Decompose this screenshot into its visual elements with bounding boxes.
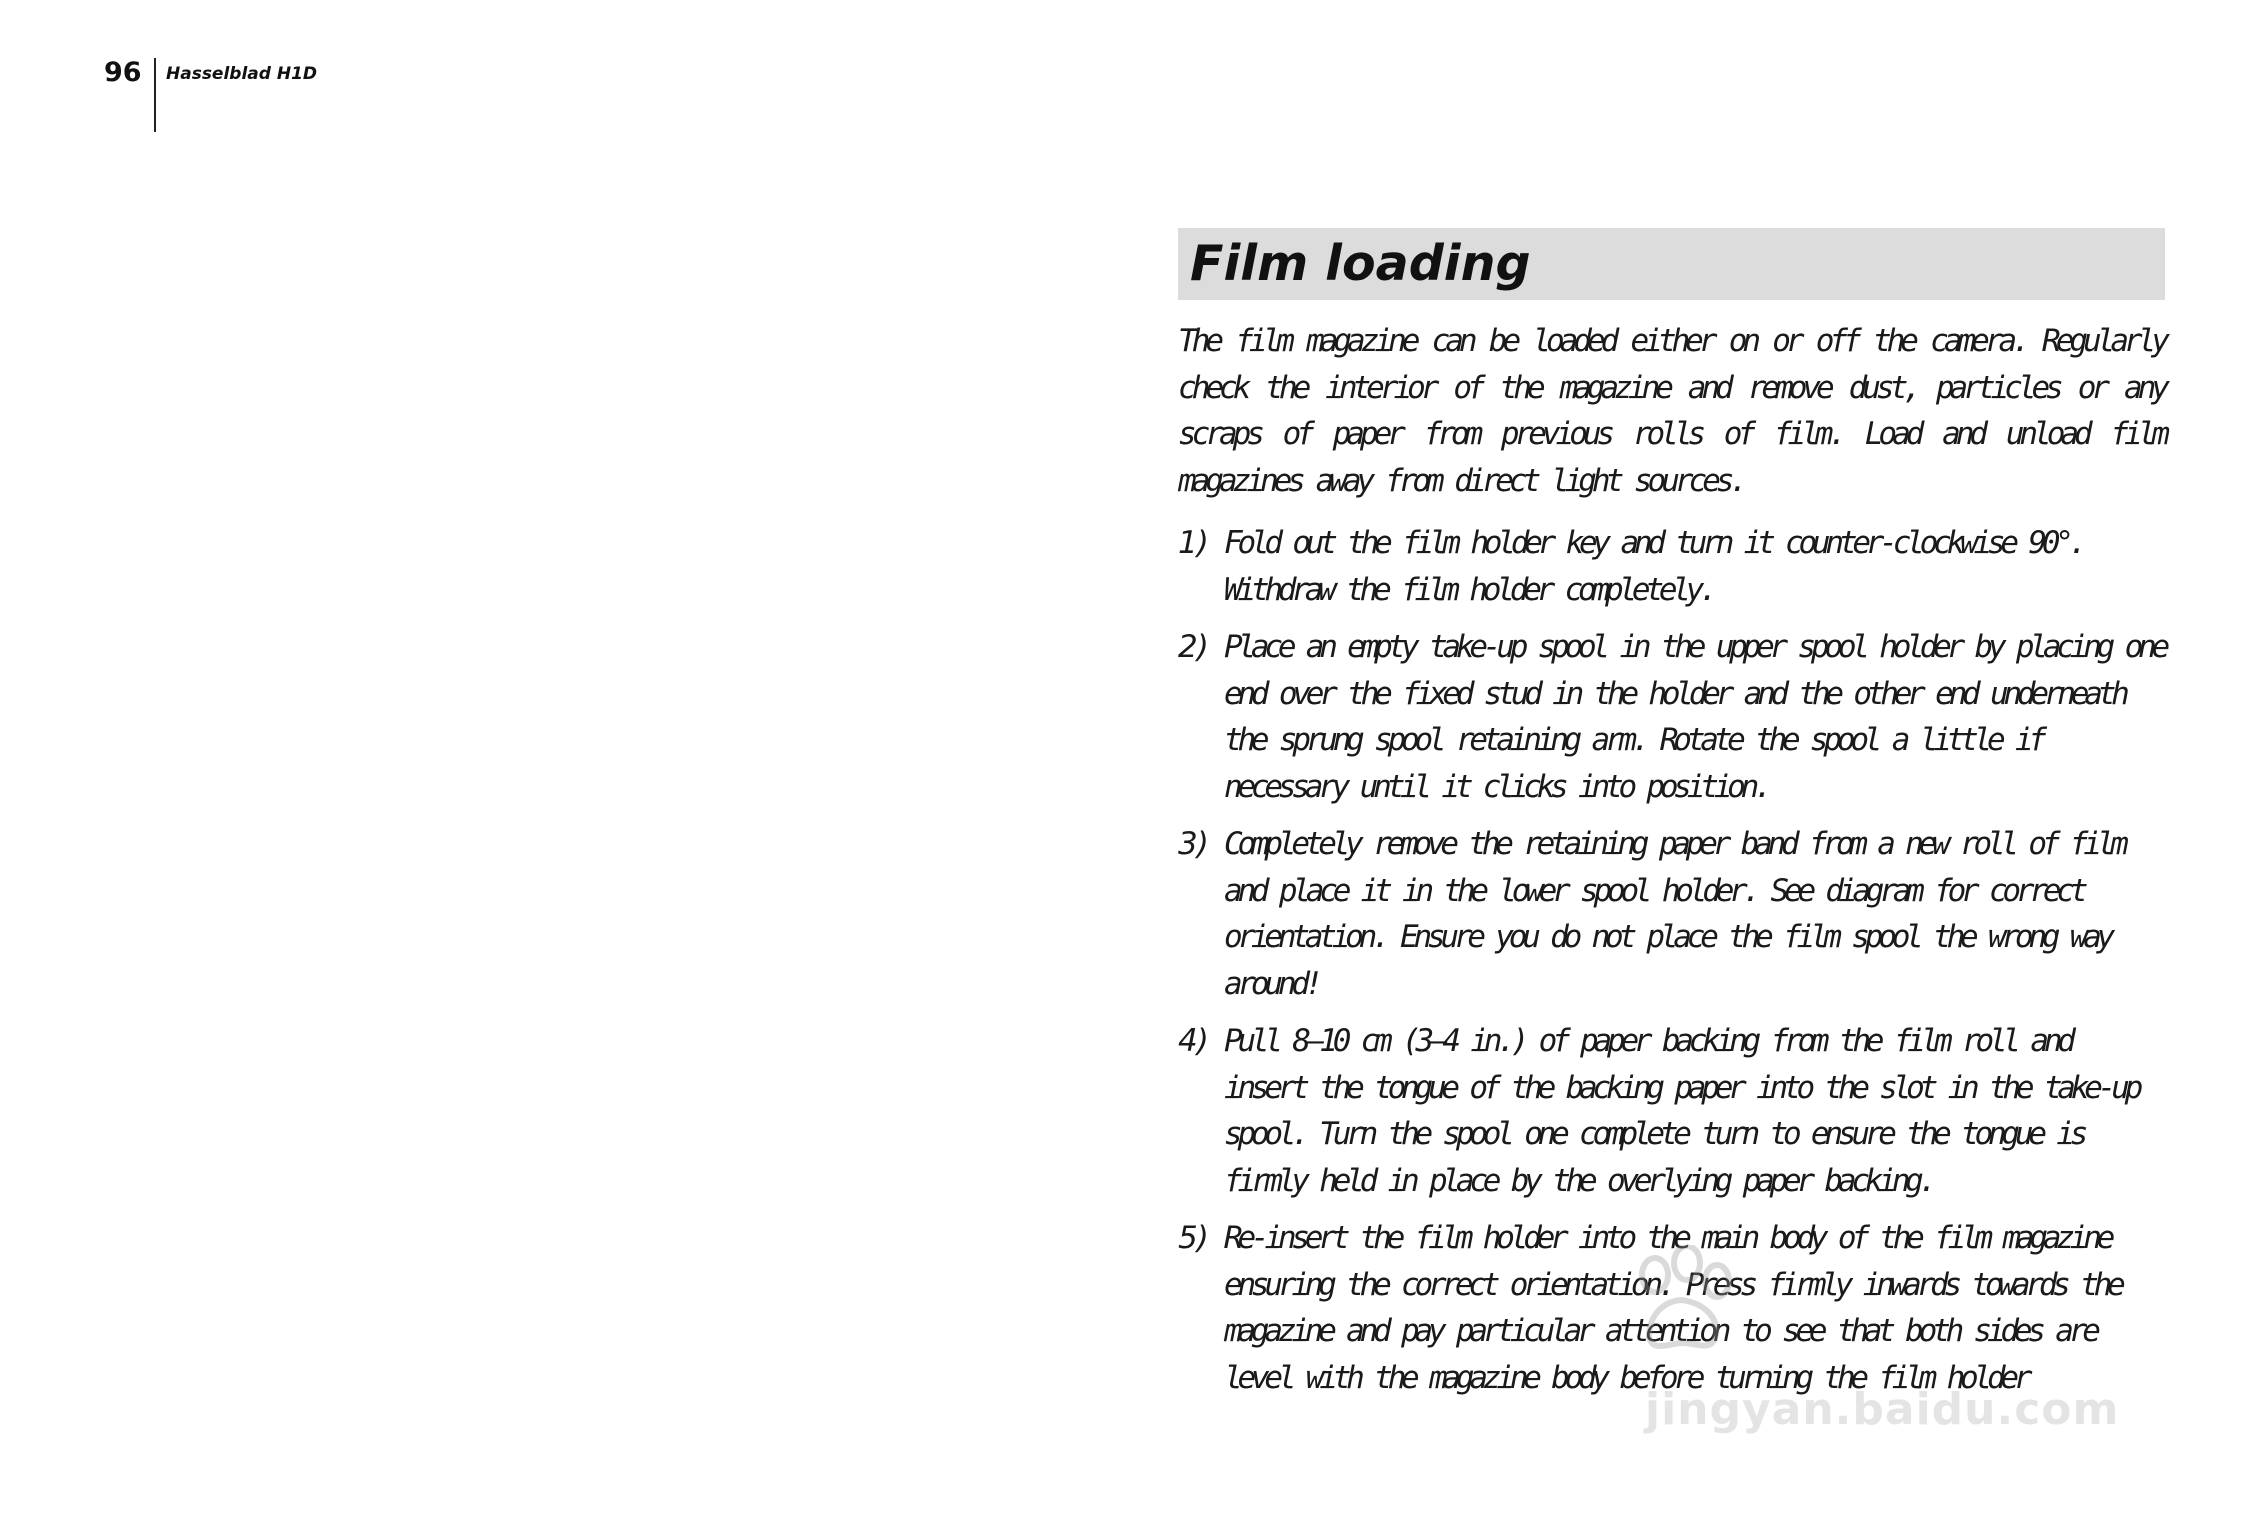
step-text: Pull 8–10 cm (3–4 in.) of paper backing from the film roll and insert the tongue of the backing paper into the slot in the take-up spool. Turn the spool one complete turn to ensure the tongue is firmly held in place by the overlying paper backing. <box>1224 1023 2139 1199</box>
step-item <box>1178 1215 2165 1401</box>
step-number: 2) <box>1178 629 1208 665</box>
step-item <box>1178 520 2165 613</box>
section-heading-bar <box>1178 228 2165 300</box>
step-number: 3) <box>1178 826 1208 862</box>
step-text: Re-insert the film holder into the main body of the film magazine ensuring the correct orientation. Press firmly inwards towards the magazine and pay particular attention to see that both sides are level with the magazine body before turning the film holder <box>1224 1220 2121 1396</box>
section-heading: Film loading <box>1190 235 1531 292</box>
step-text: Fold out the film holder key and turn it counter-clockwise 90°. Withdraw the film holder completely. <box>1224 525 2083 608</box>
steps-list <box>1178 520 2165 1401</box>
step-number: 5) <box>1178 1220 1208 1256</box>
film-loading-section <box>1178 228 2165 1412</box>
watermark-text: jingyan.baidu.com <box>1645 1384 2120 1435</box>
intro-paragraph: The film magazine can be loaded either on or off the camera. Regularly check the interior of the magazine and remove dust, particles or any scraps of paper from previous rolls of film. Load and unload film magazines away from direct light sources. <box>1178 323 2165 499</box>
step-item <box>1178 624 2165 810</box>
header-divider <box>154 58 156 132</box>
step-item <box>1178 1018 2165 1204</box>
step-number: 1) <box>1178 525 1208 561</box>
manual-title: Hasselblad H1D <box>166 64 318 84</box>
step-text: Place an empty take-up spool in the upper spool holder by placing one end over the fixed stud in the holder and the other end underneath the sprung spool retaining arm. Rotate the spool a little if necessary until it clicks into position. <box>1224 629 2165 805</box>
step-text: Completely remove the retaining paper band from a new roll of film and place it in the lower spool holder. See diagram for correct orientation. Ensure you do not place the film spool the wrong way around! <box>1224 826 2124 1002</box>
page-number: 96 <box>104 57 142 88</box>
step-item <box>1178 821 2165 1007</box>
step-number: 4) <box>1178 1023 1208 1059</box>
